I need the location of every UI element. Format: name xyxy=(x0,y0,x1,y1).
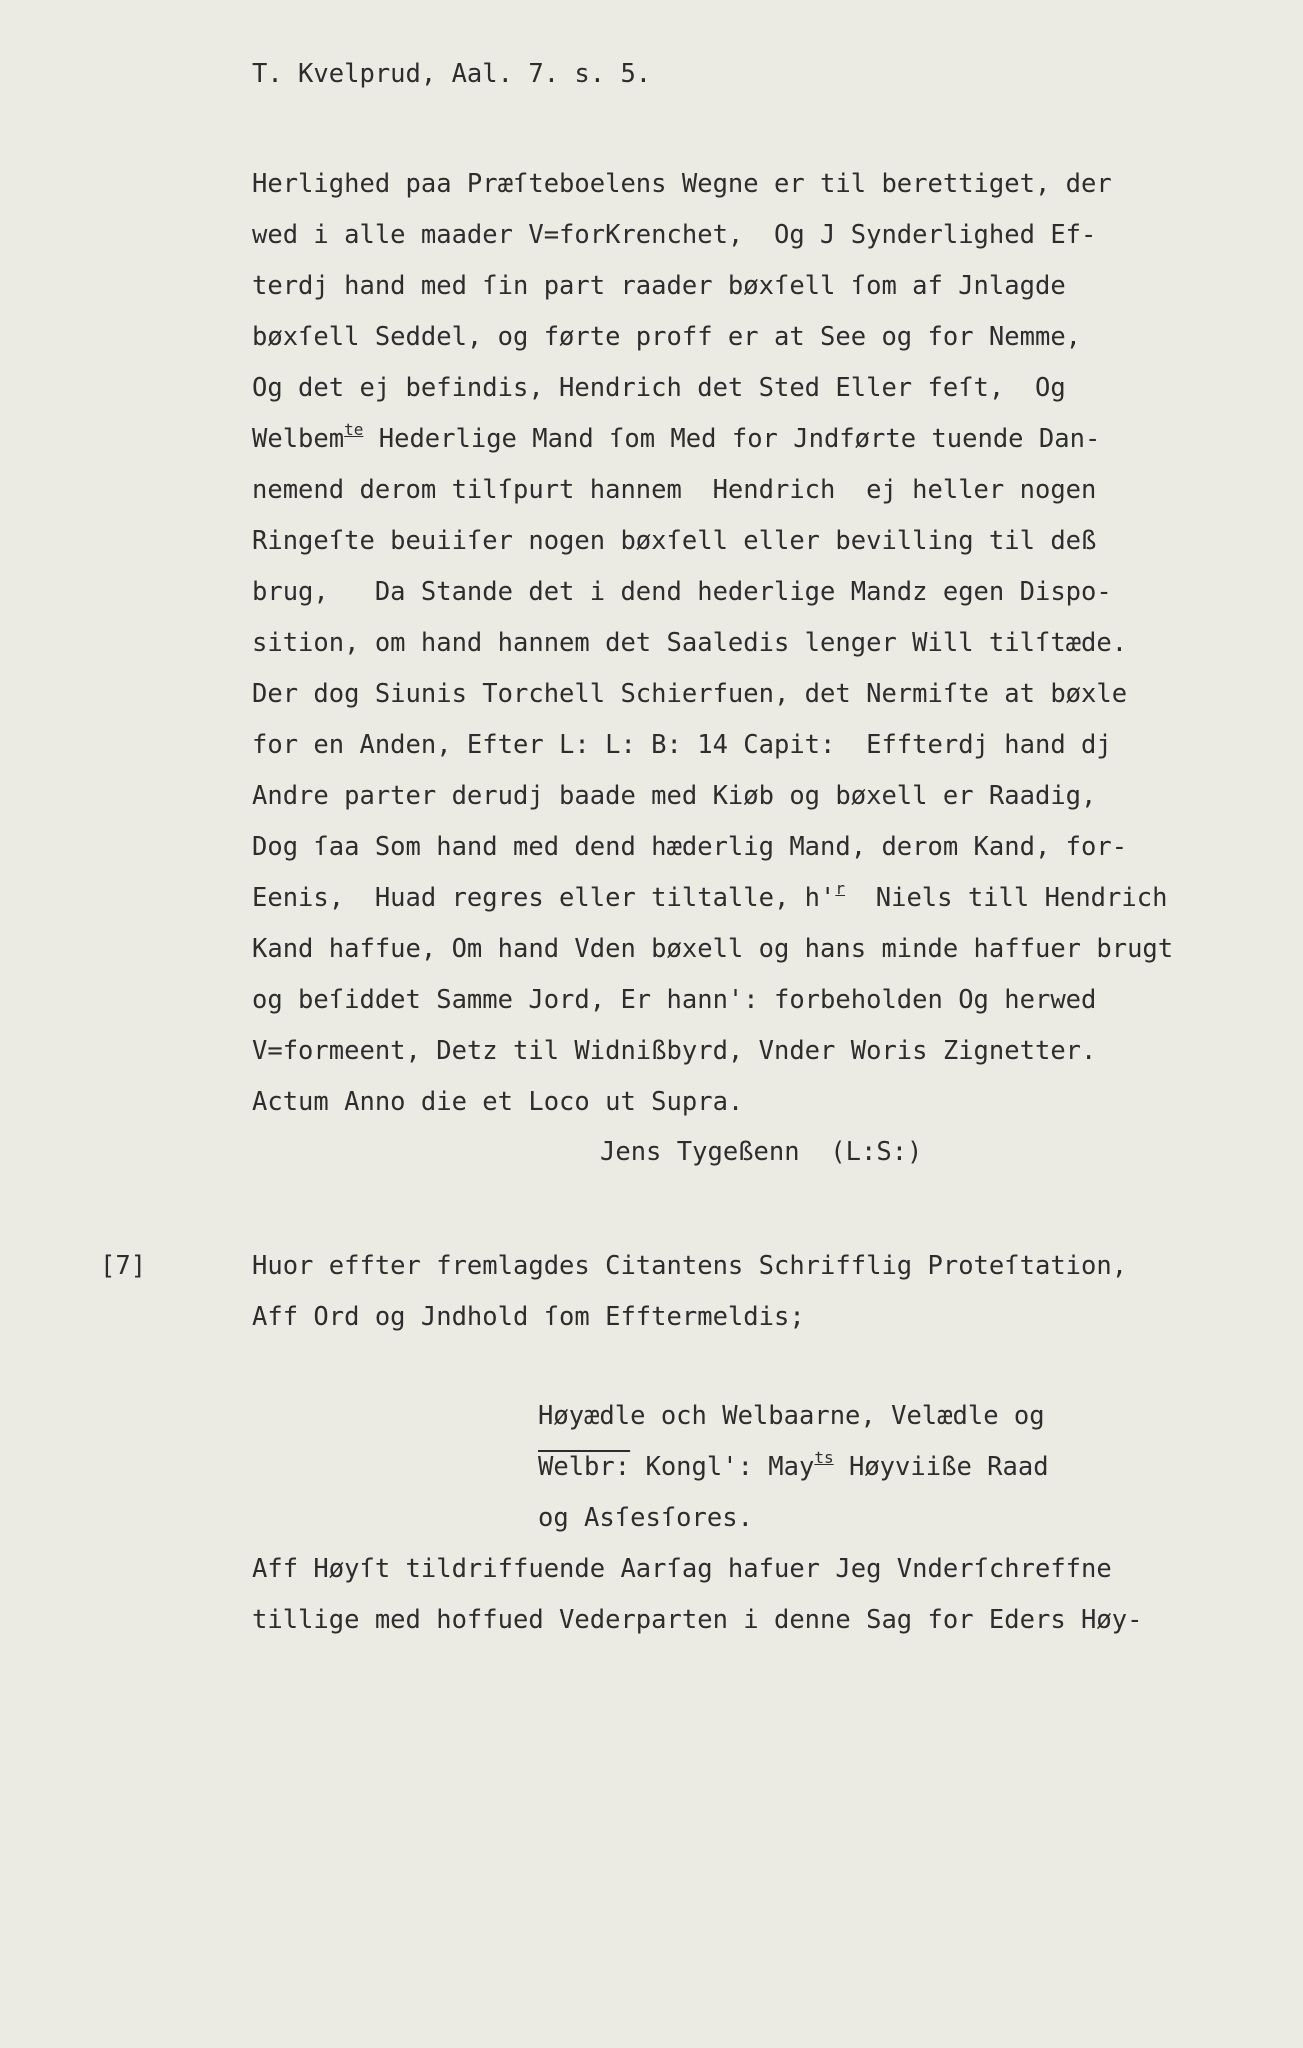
text-fragment: Welbr: xyxy=(538,1452,631,1482)
text-line: Aff Høyſt tildriffuende Aarſag hafuer Jeg Vnderſchreffne xyxy=(252,1554,1112,1584)
address-line xyxy=(538,1448,1049,1486)
text-fragment: Welbem xyxy=(252,424,345,454)
text-fragment: Niels till Hendrich xyxy=(845,883,1168,913)
text-line: nemend derom tilſpurt hannem Hendrich ej heller nogen xyxy=(252,475,1097,505)
text-fragment: Eenis, Huad regres eller tiltalle, h' xyxy=(252,883,836,913)
text-line: bøxſell Seddel, og førte proff er at See og for Nemme, xyxy=(252,322,1082,352)
text-line: Herlighed paa Præſteboelens Wegne er til berettiget, der xyxy=(252,169,1112,199)
text-line: V=formeent, Detz til Widnißbyrd, Vnder Woris Zignetter. xyxy=(252,1036,1097,1066)
text-line: for en Anden, Efter L: L: B: 14 Capit: Effterdj hand dj xyxy=(252,730,1112,760)
text-fragment: Høyviiße Raad xyxy=(833,1452,1049,1482)
text-line: Ringeſte beuiiſer nogen bøxſell eller bevilling til deß xyxy=(252,526,1097,556)
superscript: r xyxy=(835,879,846,898)
page-header: T. Kvelprud, Aal. 7. s. 5. xyxy=(252,59,652,89)
text-line: Og det ej befindis, Hendrich det Sted Eller feſt, Og xyxy=(252,373,1066,403)
text-line: wed i alle maader V=forKrenchet, Og J Synderlighed Ef- xyxy=(252,220,1097,250)
text-fragment: Hederlige Mand ſom Med for Jndførte tuende Dan- xyxy=(363,424,1101,454)
text-line: Actum Anno die et Loco ut Supra. xyxy=(252,1087,744,1117)
text-line: Aff Ord og Jndhold ſom Efftermeldis; xyxy=(252,1302,805,1332)
text-line: Der dog Siunis Torchell Schierfuen, det Nermiſte at bøxle xyxy=(252,679,1128,709)
text-line: og beſiddet Samme Jord, Er hann': forbeholden Og herwed xyxy=(252,985,1097,1015)
text-line: Huor effter fremlagdes Citantens Schrifflig Proteſtation, xyxy=(252,1251,1128,1281)
text-line: brug, Da Stande det i dend hederlige Mandz egen Dispo- xyxy=(252,577,1112,607)
text-line: tillige med hoffued Vederparten i denne Sag for Eders Høy- xyxy=(252,1605,1143,1635)
text-line: Kand haffue, Om hand Vden bøxell og hans minde haffuer brugt xyxy=(252,934,1174,964)
superscript: ts xyxy=(814,1448,834,1467)
superscript: te xyxy=(344,420,364,439)
address-line: og Asſesſores. xyxy=(538,1503,753,1533)
section-number: [7] xyxy=(100,1251,147,1281)
text-fragment: Kongl': May xyxy=(630,1452,815,1482)
text-line xyxy=(252,879,1168,917)
signature: Jens Tygeßenn (L:S:) xyxy=(600,1137,923,1167)
text-line: sition, om hand hannem det Saaledis lenger Will tilſtæde. xyxy=(252,628,1128,658)
text-line: Andre parter derudj baade med Kiøb og bøxell er Raadig, xyxy=(252,781,1097,811)
text-line xyxy=(252,420,1101,458)
address-line: Høyædle och Welbaarne, Velædle og xyxy=(538,1401,1045,1431)
text-line: terdj hand med ſin part raader bøxſell ſom af Jnlagde xyxy=(252,271,1066,301)
text-line: Dog ſaa Som hand med dend hæderlig Mand, derom Kand, for- xyxy=(252,832,1128,862)
